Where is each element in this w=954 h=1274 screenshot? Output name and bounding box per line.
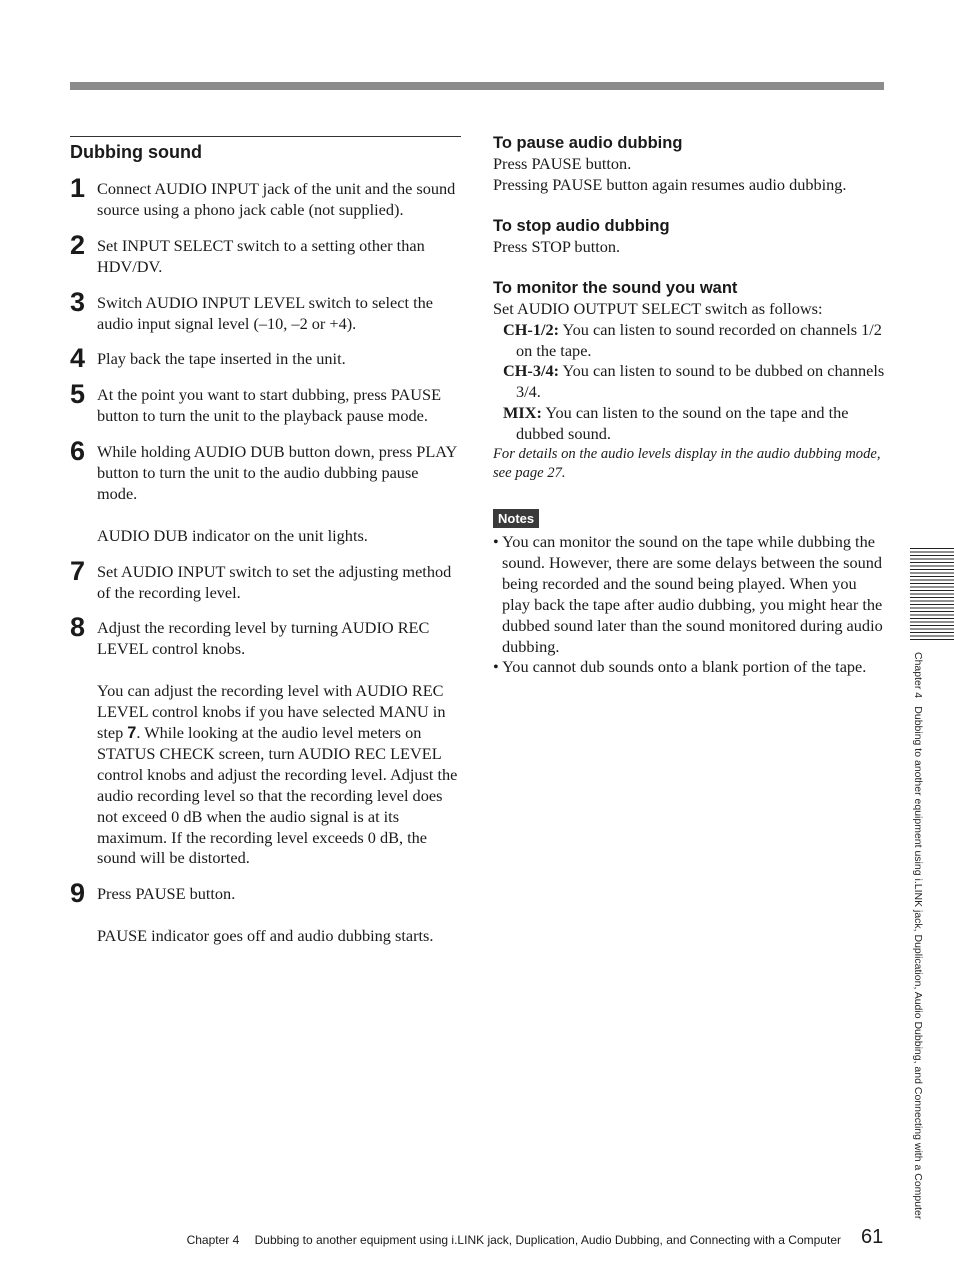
stop-line-1: Press STOP button. bbox=[493, 236, 621, 256]
step-text: Play back the tape inserted in the unit. bbox=[97, 349, 346, 369]
step-text: Set AUDIO INPUT switch to set the adjusting method of the recording level. bbox=[97, 561, 452, 602]
left-column bbox=[70, 136, 461, 947]
step-1 bbox=[70, 173, 461, 221]
monitor-option-ch34 bbox=[493, 361, 885, 403]
section-rule bbox=[70, 136, 461, 137]
monitor-option-ch12 bbox=[493, 320, 885, 362]
step-text: Set INPUT SELECT switch to a setting other than HDV/DV. bbox=[97, 235, 425, 276]
option-label: MIX: bbox=[503, 403, 542, 423]
step-6 bbox=[70, 436, 461, 547]
step-7 bbox=[70, 555, 461, 604]
step-reference: 7 bbox=[127, 724, 137, 742]
step-number: 6 bbox=[70, 436, 86, 467]
step-text: Adjust the recording level by turning AUDIO REC LEVEL control knobs. bbox=[97, 618, 430, 659]
monitor-heading: To monitor the sound you want bbox=[493, 278, 738, 297]
right-column bbox=[493, 133, 885, 678]
note-item-text: You cannot dub sounds onto a blank portion of the tape. bbox=[502, 657, 867, 677]
option-text: You can listen to sound recorded on channels 1/2 on the tape. bbox=[516, 319, 882, 360]
note-item-text: You can monitor the sound on the tape while dubbing the sound. However, there are some delays between the sound being recorded and the sound being played. When you play back the tape after audio dubbing, you might hear the dubbed sound later than the sound monitored during audio dubbing. bbox=[502, 531, 883, 656]
step-number: 2 bbox=[70, 229, 86, 260]
note-item: • You cannot dub sounds onto a blank portion of the tape. bbox=[493, 657, 867, 677]
monitor-intro: Set AUDIO OUTPUT SELECT switch as follows: bbox=[493, 298, 823, 318]
pause-heading: To pause audio dubbing bbox=[493, 134, 683, 152]
step-detail bbox=[97, 681, 461, 869]
section-heading: Dubbing sound bbox=[70, 142, 202, 162]
step-detail-text: . While looking at the audio level meters on STATUS CHECK screen, turn AUDIO REC LEVEL control knobs and adjust the recording level. Adjust the audio recording level so that the recording level does not exceed 0 dB when the audio signal is at its maximum. If the recording level exceeds 0 dB, the sound will be distorted. bbox=[97, 723, 458, 868]
pause-line-2: Pressing PAUSE button again resumes audio dubbing. bbox=[493, 174, 847, 194]
header-bar bbox=[70, 82, 884, 90]
step-number: 8 bbox=[70, 612, 86, 643]
step-9 bbox=[70, 878, 461, 947]
option-text: You can listen to the sound on the tape and the dubbed sound. bbox=[516, 403, 849, 444]
step-3 bbox=[70, 286, 461, 335]
step-number: 4 bbox=[70, 343, 86, 374]
chapter-tab-stripes bbox=[910, 548, 954, 640]
option-label: CH-1/2: bbox=[503, 319, 560, 339]
steps-list bbox=[70, 173, 461, 947]
option-label: CH-3/4: bbox=[503, 361, 560, 381]
step-4 bbox=[70, 343, 461, 374]
step-number: 7 bbox=[70, 555, 86, 586]
notes-block bbox=[493, 508, 885, 678]
note-item: • You can monitor the sound on the tape while dubbing the sound. However, there are some delays between the sound being recorded and the sound being played. When you play back the tape after audio dubbing, you might hear the dubbed sound later than the sound monitored during audio dubbing. bbox=[493, 531, 883, 656]
step-2 bbox=[70, 229, 461, 278]
step-number: 5 bbox=[70, 379, 86, 410]
monitor-option-mix bbox=[493, 403, 885, 445]
stop-heading: To stop audio dubbing bbox=[493, 216, 670, 235]
footer-chapter-title: Chapter 4 Dubbing to another equipment using i.LINK jack, Duplication, Audio Dubbing, and Connecting with a Computer bbox=[186, 1233, 841, 1247]
step-5 bbox=[70, 379, 461, 427]
pause-line-1: Press PAUSE button. bbox=[493, 154, 632, 173]
step-text: Switch AUDIO INPUT LEVEL switch to select the audio input signal level (–10, –2 or +4). bbox=[97, 292, 433, 333]
step-text: PAUSE indicator goes off and audio dubbing starts. bbox=[97, 926, 434, 946]
step-number: 9 bbox=[70, 878, 86, 909]
step-text: AUDIO DUB indicator on the unit lights. bbox=[97, 525, 368, 545]
step-number: 3 bbox=[70, 286, 86, 317]
notes-badge: Notes bbox=[493, 509, 539, 528]
step-text: Connect AUDIO INPUT jack of the unit and the sound source using a phono jack cable (not supplied). bbox=[97, 179, 456, 219]
step-text: While holding AUDIO DUB button down, press PLAY button to turn the unit to the audio dubbing pause mode. bbox=[97, 442, 457, 503]
step-number: 1 bbox=[70, 173, 86, 203]
step-8 bbox=[70, 612, 461, 869]
step-detail-text: You can adjust the recording level with AUDIO REC LEVEL control knobs if you have selected MANU in step bbox=[97, 681, 446, 742]
chapter-side-label: Chapter 4 Dubbing to another equipment using i.LINK jack, Duplication, Audio Dubbing, and Connecting with a Computer bbox=[912, 652, 924, 1220]
option-text: You can listen to sound to be dubbed on channels 3/4. bbox=[516, 361, 885, 402]
step-text: At the point you want to start dubbing, press PAUSE button to turn the unit to the playback pause mode. bbox=[97, 385, 442, 426]
page-number: 61 bbox=[861, 1226, 884, 1248]
step-text: Press PAUSE button. bbox=[97, 884, 236, 904]
audio-levels-reference: For details on the audio levels display in the audio dubbing mode, see page 27. bbox=[493, 446, 881, 482]
